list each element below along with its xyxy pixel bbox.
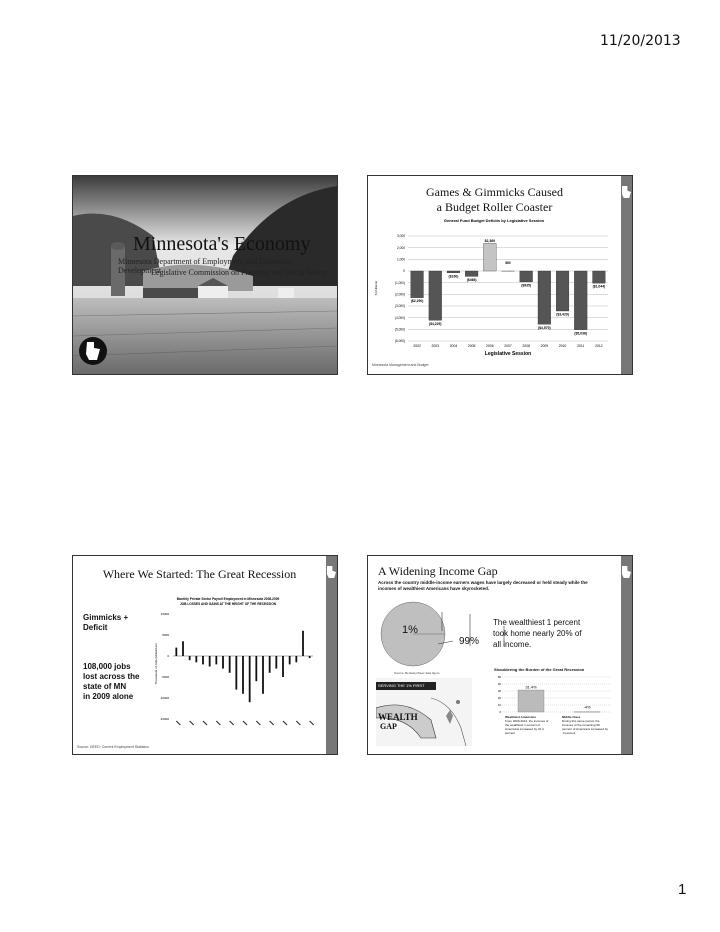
jobs-line3: state of MN: [83, 682, 127, 691]
pie-label-99-percent: 99%: [459, 636, 480, 647]
bar-2002: [411, 271, 424, 298]
chart-title: General Fund Budget Deficits by Legislative Session: [443, 218, 545, 223]
income-callout: [493, 617, 582, 650]
x-tick-label: 2003: [431, 344, 440, 348]
callout-line3: all income.: [493, 640, 532, 649]
bar-2004: [447, 271, 460, 273]
jobs-line2: lost across the: [83, 672, 140, 681]
job-bar: [262, 656, 264, 694]
slide2-title-line2: a Budget Roller Coaster: [436, 200, 553, 214]
budget-deficit-chart: [368, 216, 621, 366]
x-tick-label: 2009: [540, 344, 549, 348]
jobs-line1: 108,000 jobs: [83, 662, 131, 671]
job-bar: [282, 656, 284, 677]
bar-2011: [574, 271, 587, 330]
x-tick-label: 2010: [558, 344, 567, 348]
cartoon-gap-label: GAP: [380, 722, 397, 731]
gimmicks-line: Gimmicks +: [83, 613, 129, 622]
slide3-source: Source: DEED: Current Employment Statistics: [77, 745, 149, 749]
wealthiest-title: Wealthiest Americans: [505, 715, 537, 719]
job-bar: [215, 656, 217, 664]
bar-2010: [556, 271, 569, 311]
y-tick-label: -15000: [159, 717, 169, 721]
bar-2005: [465, 271, 478, 276]
x-tick-label: 2005: [467, 344, 476, 348]
slide2-title-line1: Games & Gimmicks Caused: [426, 185, 563, 199]
x-axis-label: Legislative Session: [484, 351, 532, 357]
bar-label-wealthiest: 31.4%: [525, 684, 537, 690]
y-tick-label: 10: [497, 703, 501, 707]
x-tick-mark: [243, 721, 247, 725]
data-label-2004: ($160): [448, 274, 459, 279]
slide4-title: A Widening Income Gap: [378, 564, 498, 578]
x-tick-label: 2008: [522, 344, 530, 348]
job-bar: [295, 656, 297, 662]
job-bar: [249, 656, 251, 702]
bar-2003: [429, 271, 442, 320]
y-tick-label: 5000: [162, 633, 169, 637]
y-tick-label: 0: [403, 269, 405, 274]
data-label-2010: ($3,429): [556, 312, 569, 317]
job-bar: [189, 656, 191, 660]
wealthiest-text: From 2009-2012, the incomes of the wealthiest 1 percent of Americans increased by 31.4 percent.: [505, 719, 549, 735]
x-tick-label: 2011: [577, 344, 585, 348]
x-tick-mark: [310, 721, 314, 725]
slide-great-recession: [72, 555, 338, 755]
data-label-2011: ($5,038): [574, 331, 588, 336]
slide1-title: Minnesota's Economy: [133, 233, 311, 255]
x-tick-label: 2007: [504, 344, 512, 348]
slide2-source: Minnesota Management and Budget: [372, 363, 429, 367]
callout-line2: took home nearly 20% of: [493, 629, 582, 638]
y-axis-label: Thousands of Jobs Added/Lost: [154, 643, 158, 685]
slide1-subtitle1: Minnesota Department of Employment and Economic Development: [118, 257, 292, 275]
x-tick-mark: [256, 721, 260, 725]
burden-bar-chart: [494, 674, 614, 716]
job-bar: [175, 648, 177, 656]
job-bar: [275, 656, 277, 669]
y-tick-label: (1,000): [394, 280, 405, 285]
y-tick-label: (2,000): [394, 292, 405, 297]
pie-source: Source: Berkeley/Saez data figure: [394, 671, 440, 675]
y-tick-label: 0: [499, 710, 501, 714]
slide-minnesota-economy: [72, 175, 338, 375]
wealth-gap-cartoon: [376, 678, 472, 746]
job-bar: [209, 656, 211, 667]
slide3-title: Where We Started: The Great Recession: [102, 567, 297, 581]
slide-sidebar: [326, 556, 337, 754]
y-tick-label: 30: [497, 689, 501, 693]
minnesota-state-icon: [327, 566, 336, 578]
slide-income-gap: [367, 555, 633, 755]
minnesota-state-icon: [622, 186, 631, 198]
slide-sidebar: [621, 556, 632, 754]
y-tick-label: (6,000): [394, 339, 405, 344]
y-tick-label: 0: [167, 654, 169, 658]
x-tick-label: 2006: [486, 344, 494, 348]
y-tick-label: (4,000): [394, 315, 405, 320]
y-tick-label: 20: [497, 696, 501, 700]
middle-class-title: Middle Class: [562, 715, 581, 719]
data-label-2005: ($466): [466, 277, 477, 282]
job-bar: [289, 656, 291, 664]
x-tick-mark: [283, 721, 287, 725]
job-bar: [269, 656, 271, 673]
x-tick-mark: [270, 721, 274, 725]
data-label-2009: ($4,570): [538, 325, 551, 330]
job-bar: [255, 656, 257, 681]
job-bar: [302, 631, 304, 656]
callout-line1: The wealthiest 1 percent: [493, 618, 581, 627]
y-tick-label: (3,000): [394, 304, 405, 309]
job-bar: [309, 656, 311, 658]
y-tick-label: 3,000: [397, 234, 405, 239]
job-bar: [202, 656, 204, 664]
burden-chart-title: Shouldering the Burden of the Great Recession: [494, 667, 585, 672]
pie-label-1-percent: 1%: [402, 624, 418, 636]
data-label-2012: ($1,044): [592, 284, 606, 289]
job-bar: [195, 656, 197, 662]
data-label-2008: ($935): [521, 283, 532, 288]
job-bar: [222, 656, 224, 669]
page-number: 1: [678, 881, 687, 898]
middle-class-text: During this same period, the incomes of the remaining 99 percent of Americans increased by .4 percent: [562, 719, 609, 735]
data-label-2006: $2,369: [484, 238, 496, 243]
middle-class-category: [562, 715, 610, 735]
bar-label-middle-class: -4%: [583, 704, 591, 710]
x-tick-mark: [296, 721, 300, 725]
bar-2012: [593, 271, 606, 283]
y-tick-label: 1,000: [397, 257, 405, 262]
x-tick-label: 2004: [449, 344, 458, 348]
job-bar: [242, 656, 244, 694]
x-tick-mark: [176, 721, 180, 725]
job-bar: [229, 656, 231, 673]
y-tick-label: 2,000: [397, 245, 405, 250]
page-date: 11/20/2013: [600, 33, 681, 49]
job-bar: [182, 641, 184, 656]
minnesota-state-icon: [622, 566, 631, 578]
bar-2009: [538, 271, 551, 324]
y-tick-label: 50: [497, 675, 501, 679]
x-tick-label: 2002: [413, 344, 421, 348]
deficit-line: Deficit: [83, 623, 108, 632]
x-tick-mark: [216, 721, 220, 725]
x-tick-mark: [190, 721, 194, 725]
wealthiest-category: [505, 715, 553, 735]
y-tick-label: 40: [497, 682, 501, 686]
cartoon-caption: SERVING THE 1% FIRST: [378, 683, 425, 688]
extra-data-label: $60: [505, 261, 511, 265]
job-bar: [235, 656, 237, 690]
slide-budget-roller-coaster: [367, 175, 633, 375]
slide4-intro: Across the country middle-income earners wages have largely decreased or held steady while the incomes of wealthiest Americans have skyrocketed.: [378, 580, 588, 591]
x-tick-label: 2012: [595, 344, 603, 348]
chart-subtitle: JOB LOSSES AND GAINS AT THE HEIGHT OF THE RECESSION: [179, 602, 277, 606]
bar-wealthiest: [518, 690, 544, 712]
bar-2006: [483, 243, 496, 271]
x-tick-mark: [203, 721, 207, 725]
slide3-gimmicks-text: [83, 613, 128, 633]
bar-2008: [520, 271, 533, 282]
y-tick-label: -5000: [161, 675, 169, 679]
x-tick-mark: [230, 721, 234, 725]
y-tick-label: (5,000): [394, 327, 405, 332]
chart-title: Monthly Private Sector Payroll Employment in Minnesota 2008-2009: [176, 597, 280, 601]
job-losses-chart: [143, 594, 326, 744]
data-label-2003: ($4,229): [428, 321, 442, 326]
y-tick-label: -10000: [159, 696, 169, 700]
y-axis-label: $ (millions): [374, 280, 378, 296]
jobs-line4: in 2009 alone: [83, 692, 134, 701]
data-label-2002: ($2,290): [410, 299, 424, 304]
slide-sidebar: [621, 176, 632, 374]
y-tick-label: 10000: [160, 612, 169, 616]
slide3-jobs-text: [83, 662, 139, 702]
slide1-subtitle2: Legislative Commission on Planning and Fiscal Policy: [151, 268, 327, 277]
cartoon-wealth-label: WEALTH: [378, 712, 418, 722]
